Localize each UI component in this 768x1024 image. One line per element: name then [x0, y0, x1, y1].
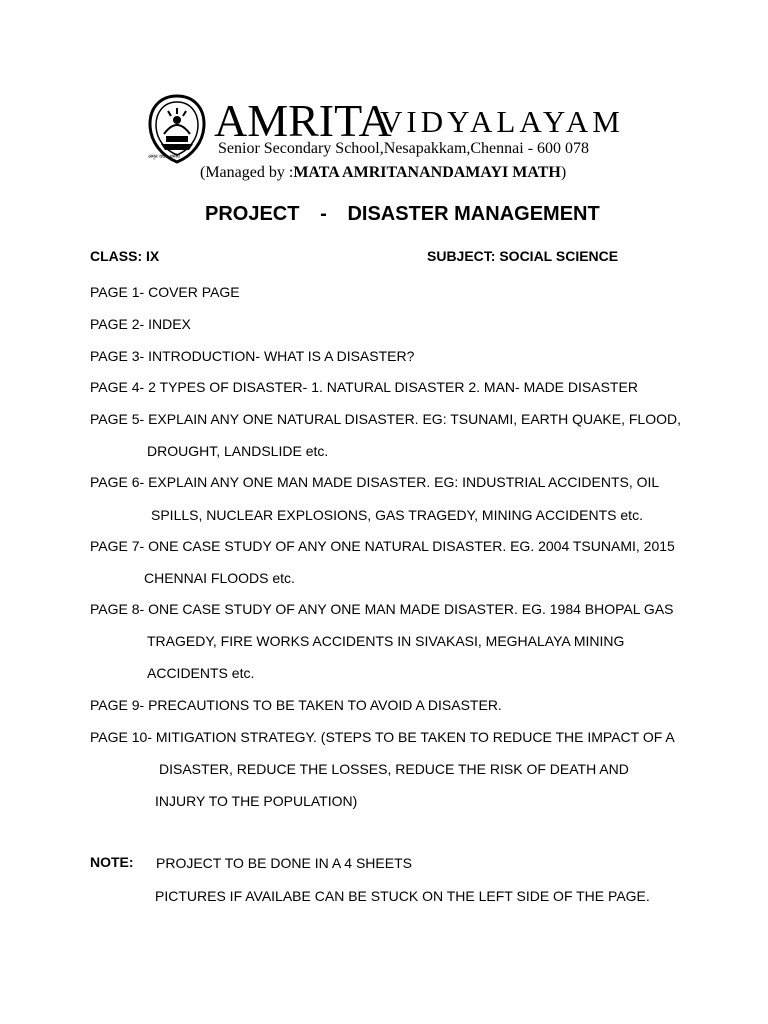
managed-by-line — [200, 163, 566, 183]
list-item-continuation: ACCIDENTS etc. — [147, 665, 255, 681]
school-address: Senior Secondary School,Nesapakkam,Chennai - 600 078 — [218, 140, 590, 157]
list-item: PAGE 7- ONE CASE STUDY OF ANY ONE NATURAL DISASTER. EG. 2004 TSUNAMI, 2015 — [90, 538, 675, 554]
list-item: PAGE 6- EXPLAIN ANY ONE MAN MADE DISASTER. EG: INDUSTRIAL ACCIDENTS, OIL — [90, 474, 660, 490]
list-item-continuation: DISASTER, REDUCE THE LOSSES, REDUCE THE RISK OF DEATH AND — [159, 761, 629, 777]
seal-caption: अमृत वचन धर्माय — [148, 154, 180, 160]
note-item: PROJECT TO BE DONE IN A 4 SHEETS — [156, 855, 412, 871]
note-label: NOTE: — [90, 854, 134, 870]
list-item-continuation: DROUGHT, LANDSLIDE etc. — [147, 443, 329, 459]
title-separator: - — [320, 203, 327, 225]
brand-name-amrita: AMRITA — [214, 95, 392, 146]
list-item: PAGE 4- 2 TYPES OF DISASTER- 1. NATURAL DISASTER 2. MAN- MADE DISASTER — [90, 379, 638, 395]
list-item: PAGE 10- MITIGATION STRATEGY. (STEPS TO BE TAKEN TO REDUCE THE IMPACT OF A — [90, 729, 675, 745]
list-item-continuation: INJURY TO THE POPULATION) — [155, 793, 358, 809]
page-title — [205, 201, 600, 227]
list-item: PAGE 2- INDEX — [90, 316, 191, 332]
managed-suffix: ) — [560, 164, 567, 181]
list-item-continuation: SPILLS, NUCLEAR EXPLOSIONS, GAS TRAGEDY, MINING ACCIDENTS etc. — [151, 507, 643, 523]
brand-name-vidyalayam: VIDYALAYAM — [380, 104, 624, 139]
list-item: PAGE 3- INTRODUCTION- WHAT IS A DISASTER? — [90, 348, 415, 364]
subject-label: SUBJECT: SOCIAL SCIENCE — [427, 248, 619, 264]
list-item: PAGE 8- ONE CASE STUDY OF ANY ONE MAN MADE DISASTER. EG. 1984 BHOPAL GAS — [90, 601, 674, 617]
list-item-continuation: TRAGEDY, FIRE WORKS ACCIDENTS IN SIVAKASI, MEGHALAYA MINING — [147, 633, 625, 649]
title-left: PROJECT — [205, 203, 300, 225]
managed-org: MATA AMRITANANDAMAYI MATH — [293, 164, 561, 181]
list-item: PAGE 9- PRECAUTIONS TO BE TAKEN TO AVOID A DISASTER. — [90, 697, 502, 713]
list-item: PAGE 5- EXPLAIN ANY ONE NATURAL DISASTER. EG: TSUNAMI, EARTH QUAKE, FLOOD, — [90, 411, 681, 427]
note-item: PICTURES IF AVAILABE CAN BE STUCK ON THE LEFT SIDE OF THE PAGE. — [155, 888, 650, 904]
class-label: CLASS: IX — [90, 248, 160, 264]
list-item: PAGE 1- COVER PAGE — [90, 284, 240, 300]
title-right: DISASTER MANAGEMENT — [347, 203, 600, 225]
managed-prefix: (Managed by : — [200, 164, 294, 181]
list-item-continuation: CHENNAI FLOODS etc. — [144, 570, 295, 586]
